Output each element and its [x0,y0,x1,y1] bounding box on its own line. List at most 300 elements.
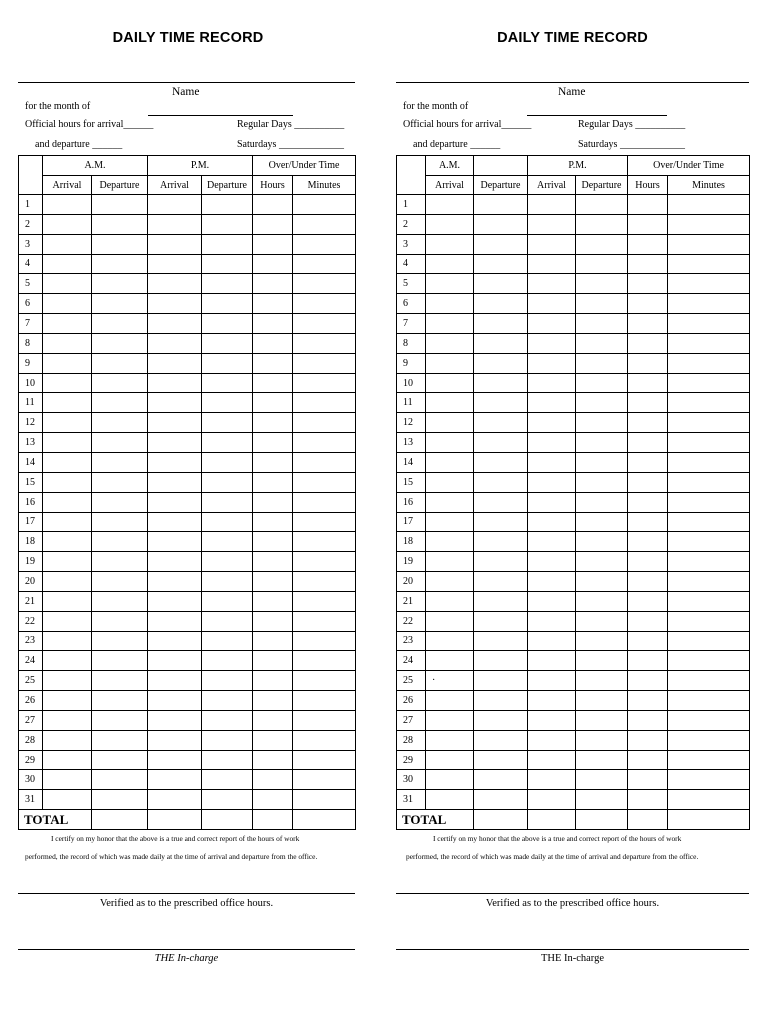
day-number: 10 [397,373,426,393]
time-entry-cell [668,492,750,512]
time-entry-cell [628,433,668,453]
time-entry-cell [148,552,202,572]
time-entry-cell [148,572,202,592]
time-entry-cell [92,274,148,294]
day-row [397,532,750,552]
time-entry-cell [628,353,668,373]
day-number: 26 [19,691,43,711]
time-entry-cell [92,631,148,651]
time-entry-cell [426,452,474,472]
time-entry-cell [426,234,474,254]
time-entry-cell [628,472,668,492]
time-entry-cell [668,433,750,453]
time-entry-cell [202,671,253,691]
pm-departure-header: Departure [576,176,628,195]
day-number: 1 [397,195,426,215]
day-row [19,294,356,314]
day-number: 22 [19,611,43,631]
day-number: 23 [19,631,43,651]
am-header: A.M. [43,156,148,176]
day-row [397,214,750,234]
time-entry-cell [148,373,202,393]
time-entry-cell [43,433,92,453]
time-entry-cell [293,214,356,234]
time-entry-cell [668,214,750,234]
time-entry-cell [576,254,628,274]
time-entry-cell [253,195,293,215]
time-entry-cell [426,532,474,552]
total-cell [528,810,576,830]
time-entry-cell [148,651,202,671]
time-entry-cell [253,770,293,790]
day-number: 23 [397,631,426,651]
time-entry-cell [253,572,293,592]
time-entry-cell [43,195,92,215]
time-entry-cell [426,314,474,334]
time-entry-cell [293,373,356,393]
day-row [19,274,356,294]
time-entry-cell [202,274,253,294]
time-entry-cell [202,730,253,750]
time-entry-cell [253,472,293,492]
time-entry-cell [628,333,668,353]
time-entry-cell [148,314,202,334]
time-entry-cell [43,790,92,810]
time-entry-cell [202,691,253,711]
day-row [19,333,356,353]
time-entry-cell [293,492,356,512]
time-entry-cell [668,790,750,810]
day-number: 15 [397,472,426,492]
time-entry-cell [43,671,92,691]
day-number: 11 [397,393,426,413]
time-entry-cell [43,710,92,730]
day-number: 22 [397,611,426,631]
time-entry-cell [528,611,576,631]
time-entry-cell [253,333,293,353]
time-entry-cell [576,710,628,730]
time-entry-cell [43,274,92,294]
time-entry-cell [426,472,474,492]
day-row [19,353,356,373]
time-entry-cell [528,393,576,413]
pm-departure-header: Departure [202,176,253,195]
time-entry-cell [148,333,202,353]
header-row-periods [397,156,750,176]
time-entry-cell [668,333,750,353]
time-entry-cell [202,452,253,472]
minutes-header: Minutes [293,176,356,195]
am-arrival-header: Arrival [43,176,92,195]
time-entry-cell [43,472,92,492]
day-row [397,730,750,750]
time-entry-cell [148,433,202,453]
day-header-cell [397,156,426,195]
name-label: Name [172,86,200,98]
time-entry-cell [576,552,628,572]
day-number: 3 [19,234,43,254]
time-entry-cell [474,413,528,433]
time-record-table [396,155,750,830]
time-entry-cell [528,730,576,750]
time-entry-cell [528,274,576,294]
day-number: 26 [397,691,426,711]
total-cell [668,810,750,830]
total-cell [628,810,668,830]
time-entry-cell [628,234,668,254]
time-entry-cell [668,472,750,492]
total-row [19,810,356,830]
time-entry-cell [253,532,293,552]
day-number: 3 [397,234,426,254]
day-row [397,472,750,492]
time-entry-cell [202,770,253,790]
time-entry-cell [92,333,148,353]
time-entry-cell [576,591,628,611]
day-number: 9 [397,353,426,373]
time-entry-cell [628,710,668,730]
time-entry-cell [426,294,474,314]
time-entry-cell [293,195,356,215]
time-entry-cell [668,750,750,770]
time-entry-cell [474,195,528,215]
time-entry-cell [426,671,474,691]
time-entry-cell [628,512,668,532]
time-entry-cell [43,552,92,572]
day-number: 5 [19,274,43,294]
time-entry-cell [426,274,474,294]
time-entry-cell [668,373,750,393]
time-entry-cell [202,195,253,215]
time-entry-cell [202,254,253,274]
time-entry-cell [474,770,528,790]
time-entry-cell [148,214,202,234]
time-entry-cell [528,472,576,492]
certification-line-2: performed, the record of which was made daily at the time of arrival and departure from the office. [406,852,699,861]
day-number: 8 [19,333,43,353]
time-entry-cell [293,591,356,611]
day-number: 9 [19,353,43,373]
time-entry-cell [628,413,668,433]
verified-rule [18,893,355,894]
total-cell [474,810,528,830]
time-entry-cell [474,353,528,373]
time-entry-cell [202,472,253,492]
time-entry-cell [474,572,528,592]
day-number: 11 [19,393,43,413]
time-entry-cell [43,373,92,393]
day-number: 7 [19,314,43,334]
time-entry-cell [474,512,528,532]
day-number: 27 [19,710,43,730]
time-entry-cell [148,393,202,413]
time-entry-cell [148,532,202,552]
time-entry-cell [253,353,293,373]
time-entry-cell [426,730,474,750]
time-entry-cell [576,195,628,215]
time-entry-cell [628,691,668,711]
time-entry-cell [528,710,576,730]
time-entry-cell [253,234,293,254]
time-entry-cell [92,691,148,711]
time-entry-cell [43,492,92,512]
time-entry-cell [253,214,293,234]
time-entry-cell [576,433,628,453]
day-number: 21 [19,591,43,611]
time-entry-cell [148,274,202,294]
time-entry-cell [293,294,356,314]
day-row [397,691,750,711]
time-entry-cell [426,195,474,215]
time-entry-cell [628,393,668,413]
time-entry-cell [576,333,628,353]
time-entry-cell [426,433,474,453]
day-row [397,572,750,592]
time-entry-cell [92,294,148,314]
over-under-header: Over/Under Time [628,156,750,176]
header-row-columns [19,176,356,195]
time-entry-cell [43,730,92,750]
time-entry-cell [148,492,202,512]
time-entry-cell [202,393,253,413]
time-entry-cell [426,492,474,512]
time-entry-cell [202,492,253,512]
time-entry-cell [576,770,628,790]
time-entry-cell [293,572,356,592]
verified-rule [396,893,749,894]
time-entry-cell [148,691,202,711]
time-entry-cell [43,393,92,413]
month-line [148,115,293,116]
day-row [397,591,750,611]
time-entry-cell [293,631,356,651]
time-entry-cell [293,433,356,453]
time-entry-cell [528,314,576,334]
day-number: 14 [397,452,426,472]
time-entry-cell [293,512,356,532]
time-entry-cell [668,651,750,671]
time-entry-cell [293,274,356,294]
day-row [397,750,750,770]
time-entry-cell [426,214,474,234]
time-entry-cell [253,452,293,472]
day-number: 12 [397,413,426,433]
time-entry-cell [92,750,148,770]
day-number: 10 [19,373,43,393]
day-number: 2 [19,214,43,234]
time-entry-cell [148,472,202,492]
day-row [19,691,356,711]
time-entry-cell [628,214,668,234]
day-number: 30 [19,770,43,790]
time-entry-cell [293,710,356,730]
time-entry-cell [628,314,668,334]
day-row [397,294,750,314]
departure-label: and departure ______ [413,139,501,150]
time-entry-cell [92,393,148,413]
time-entry-cell [474,492,528,512]
time-entry-cell [474,214,528,234]
time-entry-cell [668,591,750,611]
day-row [397,373,750,393]
day-row [397,195,750,215]
time-entry-cell [293,651,356,671]
time-entry-cell [576,274,628,294]
time-entry-cell [528,452,576,472]
in-charge-label: THE In-charge [540,953,605,964]
time-entry-cell [202,552,253,572]
time-entry-cell [253,651,293,671]
day-row [397,234,750,254]
day-number: 16 [397,492,426,512]
time-entry-cell [148,770,202,790]
time-entry-cell [43,333,92,353]
time-entry-cell [92,452,148,472]
time-entry-cell [668,314,750,334]
day-number: 25 [397,671,426,691]
time-entry-cell [92,195,148,215]
time-entry-cell [628,195,668,215]
total-cell [293,810,356,830]
time-entry-cell [528,413,576,433]
time-entry-cell [576,671,628,691]
time-entry-cell [668,572,750,592]
time-entry-cell [148,631,202,651]
day-number: 5 [397,274,426,294]
time-entry-cell [628,730,668,750]
day-row [397,710,750,730]
time-entry-cell [92,651,148,671]
top-rule [18,82,355,83]
time-entry-cell [668,512,750,532]
time-entry-cell [92,353,148,373]
time-entry-cell [576,691,628,711]
time-entry-cell [148,730,202,750]
day-row [397,452,750,472]
time-entry-cell [528,294,576,314]
departure-label: and departure ______ [35,139,123,150]
total-label: TOTAL [397,810,474,830]
day-number: 20 [397,572,426,592]
total-row [397,810,750,830]
day-row [19,611,356,631]
day-header-cell [19,156,43,195]
time-entry-cell [668,452,750,472]
day-number: 19 [19,552,43,572]
regular-days-label: Regular Days __________ [578,119,686,130]
day-row [397,512,750,532]
time-entry-cell [528,254,576,274]
time-entry-cell [253,790,293,810]
time-entry-cell [148,413,202,433]
time-entry-cell [202,512,253,532]
time-entry-cell [528,671,576,691]
time-entry-cell [202,433,253,453]
day-number: 19 [397,552,426,572]
total-cell [202,810,253,830]
day-row [19,472,356,492]
day-number: 28 [397,730,426,750]
day-row [397,353,750,373]
time-entry-cell [253,492,293,512]
time-entry-cell [92,532,148,552]
time-entry-cell [628,552,668,572]
time-entry-cell [576,353,628,373]
total-cell [148,810,202,830]
time-entry-cell [43,591,92,611]
total-cell [92,810,148,830]
day-row [397,333,750,353]
time-entry-cell [474,472,528,492]
time-entry-cell [668,254,750,274]
time-entry-cell [293,552,356,572]
time-entry-cell [668,195,750,215]
day-row [19,452,356,472]
time-entry-cell [528,532,576,552]
time-entry-cell [576,413,628,433]
time-entry-cell [528,591,576,611]
time-entry-cell [576,452,628,472]
time-entry-cell [293,333,356,353]
time-entry-cell [148,294,202,314]
time-entry-cell [528,691,576,711]
day-row [19,532,356,552]
day-row [19,373,356,393]
time-entry-cell [528,750,576,770]
official-arrival-label: Official hours for arrival______ [403,119,532,130]
day-number: 12 [19,413,43,433]
time-entry-cell [628,532,668,552]
in-charge-label: THE In-charge [154,953,219,964]
time-entry-cell [148,353,202,373]
time-entry-cell [202,710,253,730]
day-number: 16 [19,492,43,512]
day-row [397,631,750,651]
day-number: 25 [19,671,43,691]
time-entry-cell [474,552,528,572]
time-entry-cell [426,373,474,393]
day-number: 27 [397,710,426,730]
time-entry-cell [426,631,474,651]
day-row [19,492,356,512]
time-entry-cell [92,671,148,691]
time-entry-cell [92,492,148,512]
time-entry-cell [148,195,202,215]
time-entry-cell [576,730,628,750]
minutes-header: Minutes [668,176,750,195]
month-label: for the month of [403,101,469,112]
time-entry-cell [293,532,356,552]
time-entry-cell [293,314,356,334]
time-entry-cell [253,373,293,393]
time-entry-cell [293,691,356,711]
verified-label: Verified as to the prescribed office hours. [485,898,660,909]
time-entry-cell [426,691,474,711]
time-entry-cell [202,790,253,810]
time-entry-cell [253,314,293,334]
time-entry-cell [43,254,92,274]
time-entry-cell [293,730,356,750]
time-entry-cell [474,373,528,393]
form-title: DAILY TIME RECORD [112,30,264,46]
time-entry-cell [528,195,576,215]
day-number: 24 [397,651,426,671]
day-row [19,770,356,790]
time-entry-cell [576,611,628,631]
time-entry-cell [92,710,148,730]
time-entry-cell [253,274,293,294]
over-under-header: Over/Under Time [253,156,356,176]
